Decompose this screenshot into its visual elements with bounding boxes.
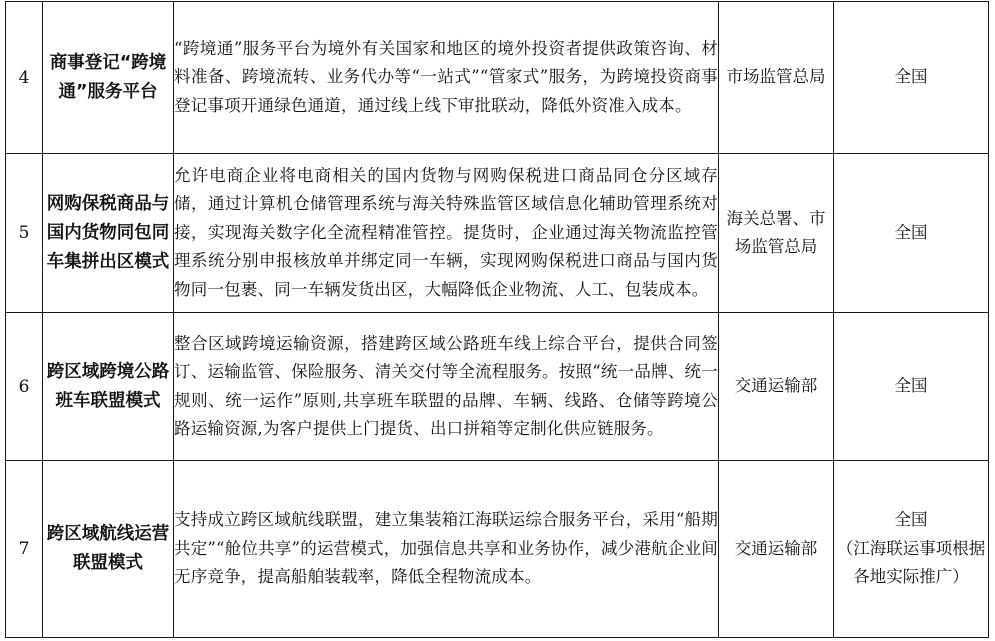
measure-description: “跨境通”服务平台为境外有关国家和地区的境外投资者提供政策咨询、材料准备、跨境流转、业务代办等“一站式”“管家式”服务，为跨境投资商事登记事项开通绿色通道，通过线上线下审批联动，降低外资准入成本。 xyxy=(174,2,719,154)
scope-text: 全国 xyxy=(894,67,928,87)
measure-description: 整合区域跨境运输资源，搭建跨区域公路班车线上综合平台，提供合同签订、运输监管、保险服务、清关交付等全流程服务。按照“统一品牌、统一规则、统一运作”原则,共享班车联盟的品牌、车辆、线路、仓储等跨境公路运输资源,为客户提供上门提货、出口拼箱等定制化供应链服务。 xyxy=(174,313,719,461)
row-number: 4 xyxy=(6,2,43,154)
measure-description: 允许电商企业将电商相关的国内货物与网购保税进口商品同仓分区域存储，通过计算机仓储管理系统与海关特殊监管区域信息化辅助管理系统对接，实现海关数字化全流程精准管控。提货时，企业通过海关物流监控管理系统分别申报核放单并绑定同一车辆，实现网购保税进口商品与国内货物同一包裹、同一车辆发货出区，大幅降低企业物流、人工、包装成本。 xyxy=(174,154,719,313)
row-number: 6 xyxy=(6,313,43,461)
responsible-department: 交通运输部 xyxy=(719,313,834,461)
measure-name: 跨区域航线运营联盟模式 xyxy=(43,461,174,638)
promotion-scope xyxy=(834,154,989,313)
table-row xyxy=(6,154,989,313)
table-row xyxy=(6,461,989,638)
measure-name: 网购保税商品与国内货物同包同车集拼出区模式 xyxy=(43,154,174,313)
row-number: 7 xyxy=(6,461,43,638)
measure-name: 跨区域跨境公路班车联盟模式 xyxy=(43,313,174,461)
promotion-scope xyxy=(834,461,989,638)
table-row xyxy=(6,313,989,461)
responsible-department: 市场监管总局 xyxy=(719,2,834,154)
scope-text: 全国 xyxy=(894,222,928,242)
scope-text: 全国 xyxy=(894,510,928,530)
measure-name: 商事登记“跨境通”服务平台 xyxy=(43,2,174,154)
policy-table xyxy=(5,1,989,638)
table-row xyxy=(6,2,989,154)
scope-text: 全国 xyxy=(894,376,928,396)
promotion-scope xyxy=(834,2,989,154)
responsible-department: 交通运输部 xyxy=(719,461,834,638)
scope-note: （江海联运事项根据各地实际推广） xyxy=(836,538,986,587)
promotion-scope xyxy=(834,313,989,461)
row-number: 5 xyxy=(6,154,43,313)
measure-description: 支持成立跨区域航线联盟，建立集装箱江海联运综合服务平台，采用“船期共定”“舱位共享”的运营模式，加强信息共享和业务协作，减少港航企业间无序竞争，提高船舶装载率，降低全程物流成本。 xyxy=(174,461,719,638)
responsible-department: 海关总署、市场监管总局 xyxy=(719,154,834,313)
